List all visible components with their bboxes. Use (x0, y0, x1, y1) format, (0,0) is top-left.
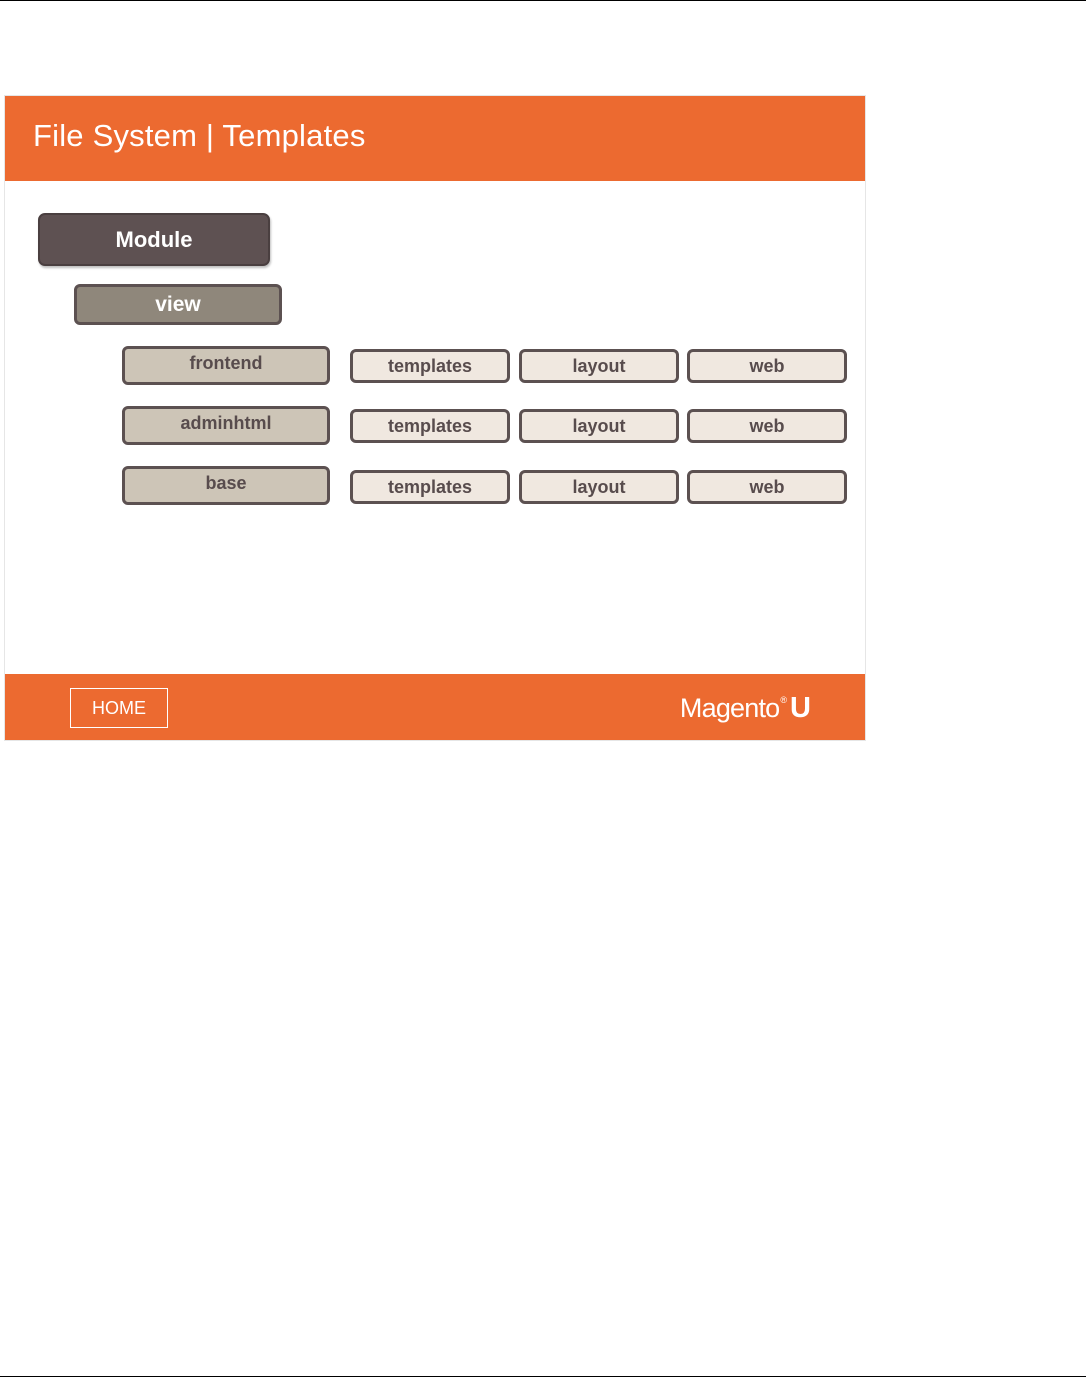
folder-box-adminhtml-layout: layout (519, 409, 679, 443)
area-box-adminhtml: adminhtml (122, 406, 330, 445)
magento-u-logo (680, 692, 811, 726)
module-box: Module (38, 213, 270, 266)
home-button[interactable]: HOME (70, 688, 168, 728)
folder-box-base-templates: templates (350, 470, 510, 504)
page-title: File System | Templates (33, 118, 366, 153)
folder-box-base-layout: layout (519, 470, 679, 504)
folder-box-frontend-web: web (687, 349, 847, 383)
page-bottom-rule (0, 1376, 1086, 1377)
slide-footer (5, 674, 865, 740)
folder-box-frontend-layout: layout (519, 349, 679, 383)
registered-mark: ® (780, 695, 788, 705)
view-box: view (74, 284, 282, 325)
area-box-base: base (122, 466, 330, 505)
slide-header (5, 96, 865, 181)
folder-box-base-web: web (687, 470, 847, 504)
brand-word: Magento (679, 693, 780, 723)
page-top-rule (0, 0, 1086, 1)
folder-box-adminhtml-templates: templates (350, 409, 510, 443)
brand-u-mark: U (790, 692, 811, 724)
folder-box-adminhtml-web: web (687, 409, 847, 443)
slide (4, 95, 866, 741)
folder-box-frontend-templates: templates (350, 349, 510, 383)
area-box-frontend: frontend (122, 346, 330, 385)
